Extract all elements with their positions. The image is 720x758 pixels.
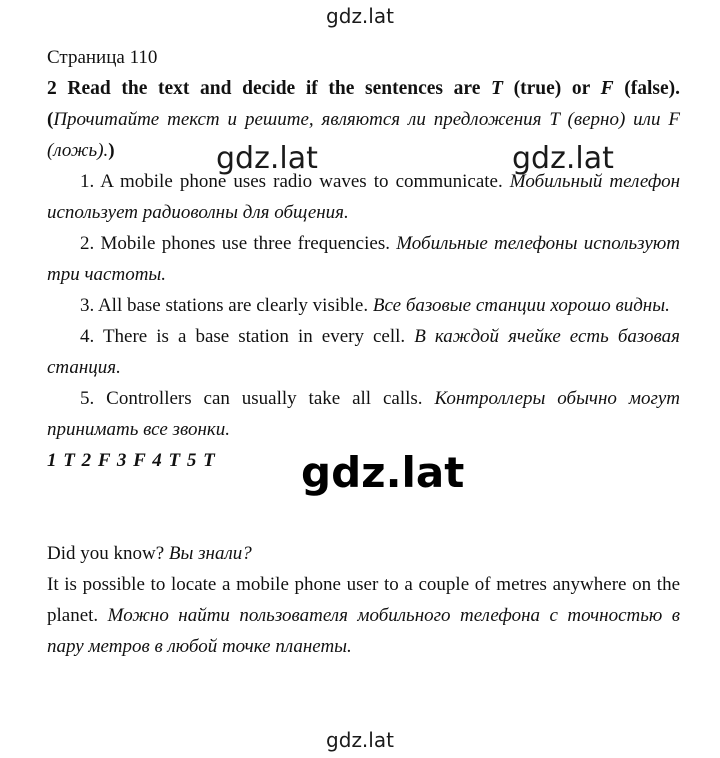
sentence-item-3 — [47, 290, 680, 321]
task-title — [47, 73, 680, 104]
instruction-close-paren: ) — [108, 140, 115, 161]
task-title-part-1: Read the text and decide if the sentences are — [56, 78, 492, 99]
fact-russian: Можно найти пользователя мобильного телефона с точностью в пару метров в любой точке планеты. — [47, 605, 680, 657]
watermark-bottom: gdz.lat — [326, 728, 394, 752]
document-body — [47, 42, 680, 662]
task-title-part-2: (true) or — [502, 78, 601, 99]
instruction-russian: Прочитайте текст и решите, являются ли предложения T (верно) или F (ложь). — [47, 109, 680, 161]
sentence-english: 1. A mobile phone uses radio waves to communicate. — [80, 171, 503, 192]
sentence-russian: Мобильный телефон использует радиоволны для общения. — [47, 171, 680, 223]
sentence-item-5 — [47, 383, 680, 445]
sentence-item-4 — [47, 321, 680, 383]
watermark-large: gdz.lat — [301, 448, 465, 497]
page-label: Страница 110 — [47, 47, 158, 68]
task-title-part-3: (false). — [613, 78, 680, 99]
sentence-english: 2. Mobile phones use three frequencies. — [80, 233, 390, 254]
sentence-english: 3. All base stations are clearly visible. — [80, 295, 369, 316]
sentence-english: 4. There is a base station in every cell. — [80, 326, 406, 347]
did-you-know-english: Did you know? — [47, 543, 165, 564]
watermark-middle-left: gdz.lat — [216, 141, 318, 176]
task-number: 2 — [47, 78, 57, 99]
task-true-letter: T — [491, 78, 503, 99]
instruction-open-paren: ( — [47, 109, 54, 130]
sentence-russian: В каждой ячейке есть базовая станция. — [47, 326, 680, 378]
did-you-know-russian: Вы знали? — [164, 543, 252, 564]
watermark-middle-right: gdz.lat — [512, 141, 614, 176]
sentence-russian: Контроллеры обычно могут принимать все звонки. — [47, 388, 681, 440]
did-you-know-fact — [47, 569, 680, 662]
fact-english: It is possible to locate a mobile phone user to a couple of metres anywhere on the planet. — [47, 574, 680, 626]
did-you-know-heading — [47, 538, 680, 569]
sentence-russian: Все базовые станции хорошо видны. — [368, 295, 670, 316]
sentence-russian: Мобильные телефоны используют три частоты. — [47, 233, 680, 285]
sentence-english: 5. Controllers can usually take all calls. — [80, 388, 423, 409]
task-false-letter: F — [600, 78, 614, 99]
sentence-item-2 — [47, 228, 680, 290]
answer-key: 1 T 2 F 3 F 4 T 5 T — [47, 450, 215, 471]
watermark-top: gdz.lat — [326, 4, 394, 28]
